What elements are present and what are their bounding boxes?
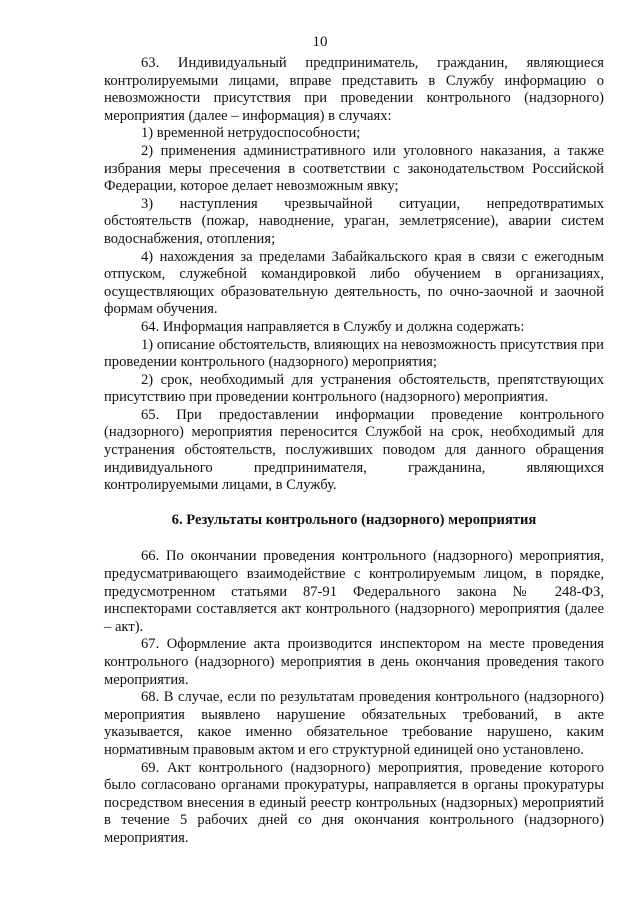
page-number: 10 — [312, 34, 328, 50]
paragraph-68: 68. В случае, если по результатам проведения контрольного (надзорного) мероприятия выявлено нарушение обязательных требований, в акте указывается, какое именно обязательное требование нарушено, каким нормативным правовым актом и его структурной единицей оно установлено. — [104, 689, 604, 758]
paragraph-66: 66. По окончании проведения контрольного (надзорного) мероприятия, предусматривающего взаимодействие с контролируемым лицом, в порядке, предусмотренном статьями 87-91 Федерального закона № 248-ФЗ, инспекторами составляется акт контрольного (надзорного) мероприятия (далее – акт). — [104, 548, 604, 635]
paragraph-64: 64. Информация направляется в Службу и должна содержать: — [141, 318, 525, 335]
paragraph-69: 69. Акт контрольного (надзорного) мероприятия, проведение которого было согласовано органами прокуратуры, направляется в органы прокуратуры посредством внесения в единый реестр контрольных (надзорных) мероприятий в течение 5 рабочих дней со дня окончания контрольного (надзорного) мероприятия. — [104, 759, 604, 846]
paragraph-64-item-2: 2) срок, необходимый для устранения обстоятельств, препятствующих присутствию при проведении контрольного (надзорного) мероприятия. — [104, 371, 604, 406]
paragraph-64-item-1: 1) описание обстоятельств, влияющих на невозможность присутствия при проведении контрольного (надзорного) мероприятия; — [104, 336, 604, 371]
paragraph-63-item-4: 4) нахождения за пределами Забайкальского края в связи с ежегодным отпуском, служебной командировкой либо обучением в организациях, осуществляющих образовательную деятельность, по очно-заочной и заочной формам обучения. — [104, 248, 604, 318]
paragraph-63-item-3: 3) наступления чрезвычайной ситуации, непредотвратимых обстоятельств (пожар, наводнение, ураган, землетрясение), аварии систем водоснабжения, отопления; — [104, 195, 604, 247]
paragraph-67: 67. Оформление акта производится инспектором на месте проведения контрольного (надзорного) мероприятия в день окончания проведения такого мероприятия. — [104, 636, 604, 688]
document-body — [104, 55, 604, 848]
paragraph-63: 63. Индивидуальный предприниматель, гражданин, являющиеся контролируемыми лицами, вправе представить в Службу информацию о невозможности присутствия при проведении контрольного (надзорного) мероприятия (далее – информация) в случаях: — [104, 55, 604, 124]
paragraph-65: 65. При предоставлении информации проведение контрольного (надзорного) мероприятия переносится Службой на срок, необходимый для устранения обстоятельств, послуживших поводом для данного обращения индивидуального предпринимателя, гражданина, являющихся контролируемыми лицами, в Службу. — [104, 406, 604, 494]
paragraph-63-item-1: 1) временной нетрудоспособности; — [141, 125, 361, 142]
paragraph-63-item-2: 2) применения административного или уголовного наказания, а также избрания меры пресечения в соответствии с законодательством Российской Федерации, которое делает невозможным явку; — [104, 142, 604, 195]
section-heading: 6. Результаты контрольного (надзорного) мероприятия — [171, 511, 537, 528]
